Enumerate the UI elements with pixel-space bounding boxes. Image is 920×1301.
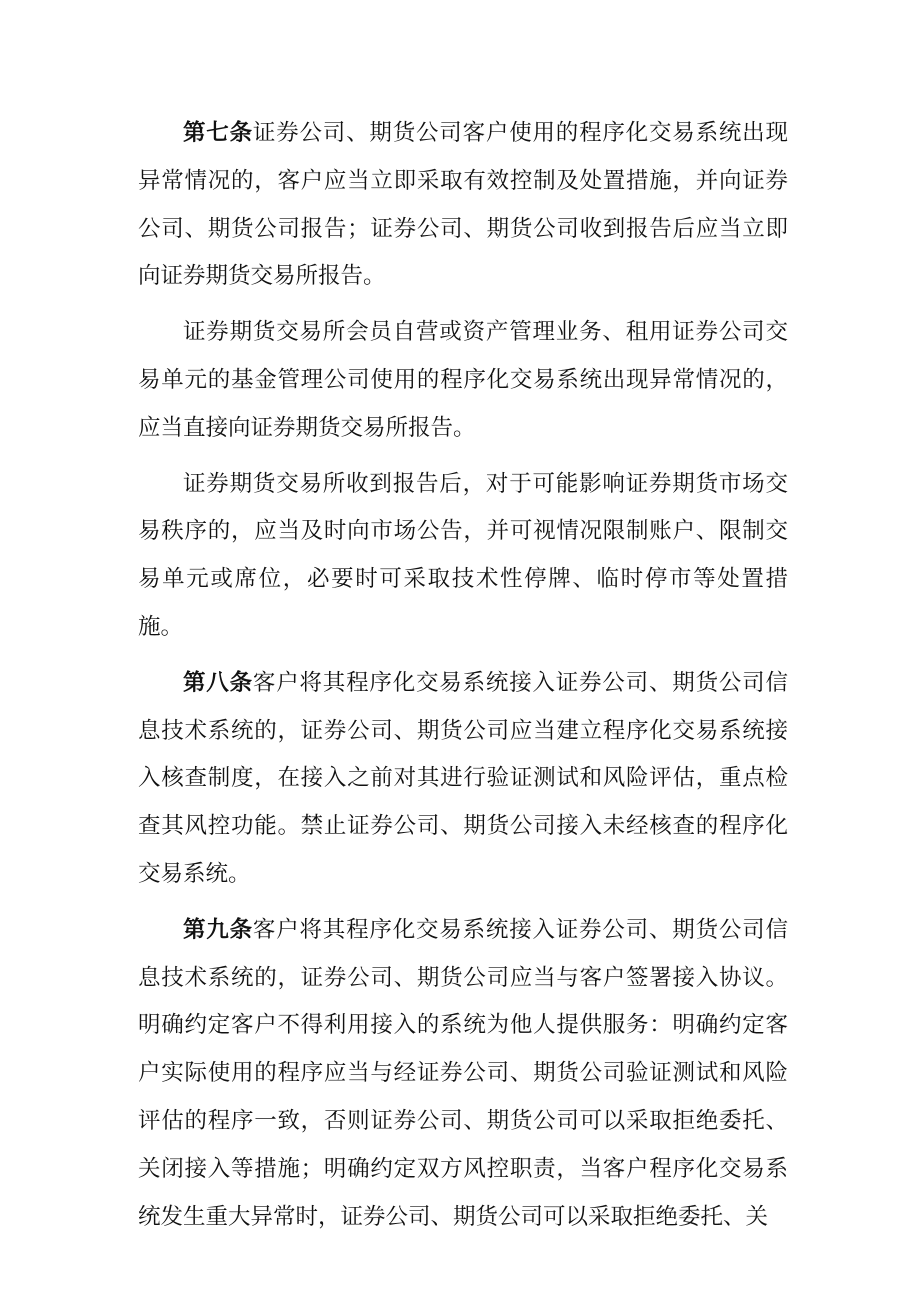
article-7-text: 证券公司、期货公司客户使用的程序化交易系统出现异常情况的，客户应当立即采取有效控制及处置措施，并向证券公司、期货公司报告；证券公司、期货公司收到报告后应当立即向证券期货交易所报告。 xyxy=(138,120,788,290)
article-7-paragraph-2 xyxy=(138,309,788,452)
article-7-paragraph xyxy=(138,110,788,301)
article-7-paragraph-3 xyxy=(138,461,788,652)
article-8-text: 客户将其程序化交易系统接入证券公司、期货公司信息技术系统的，证券公司、期货公司应当建立程序化交易系统接入核查制度，在接入之前对其进行验证测试和风险评估，重点检查其风控功能。禁止证券公司、期货公司接入未经核查的程序化交易系统。 xyxy=(138,669,788,887)
article-9-heading: 第九条 xyxy=(183,916,253,943)
article-7-text-2: 证券期货交易所会员自营或资产管理业务、租用证券公司交易单元的基金管理公司使用的程序化交易系统出现异常情况的，应当直接向证券期货交易所报告。 xyxy=(138,319,788,441)
document-page xyxy=(138,110,788,1249)
article-7-text-3: 证券期货交易所收到报告后，对于可能影响证券期货市场交易秩序的，应当及时向市场公告，并可视情况限制账户、限制交易单元或席位，必要时可采取技术性停牌、临时停市等处置措施。 xyxy=(138,470,788,640)
article-7-heading: 第七条 xyxy=(183,120,253,146)
article-8-paragraph xyxy=(138,660,788,899)
article-9-text: 客户将其程序化交易系统接入证券公司、期货公司信息技术系统的，证券公司、期货公司应当与客户签署接入协议。明确约定客户不得利用接入的系统为他人提供服务：明确约定客户实际使用的程序应当与经证券公司、期货公司验证测试和风险评估的程序一致，否则证券公司、期货公司可以采取拒绝委托、关闭接入等措施；明确约定双方风控职责，当客户程序化交易系统发生重大异常时，证券公司、期货公司可以采取拒绝委托、关 xyxy=(138,916,788,1230)
article-9-paragraph xyxy=(138,907,788,1242)
article-8-heading: 第八条 xyxy=(183,669,253,696)
